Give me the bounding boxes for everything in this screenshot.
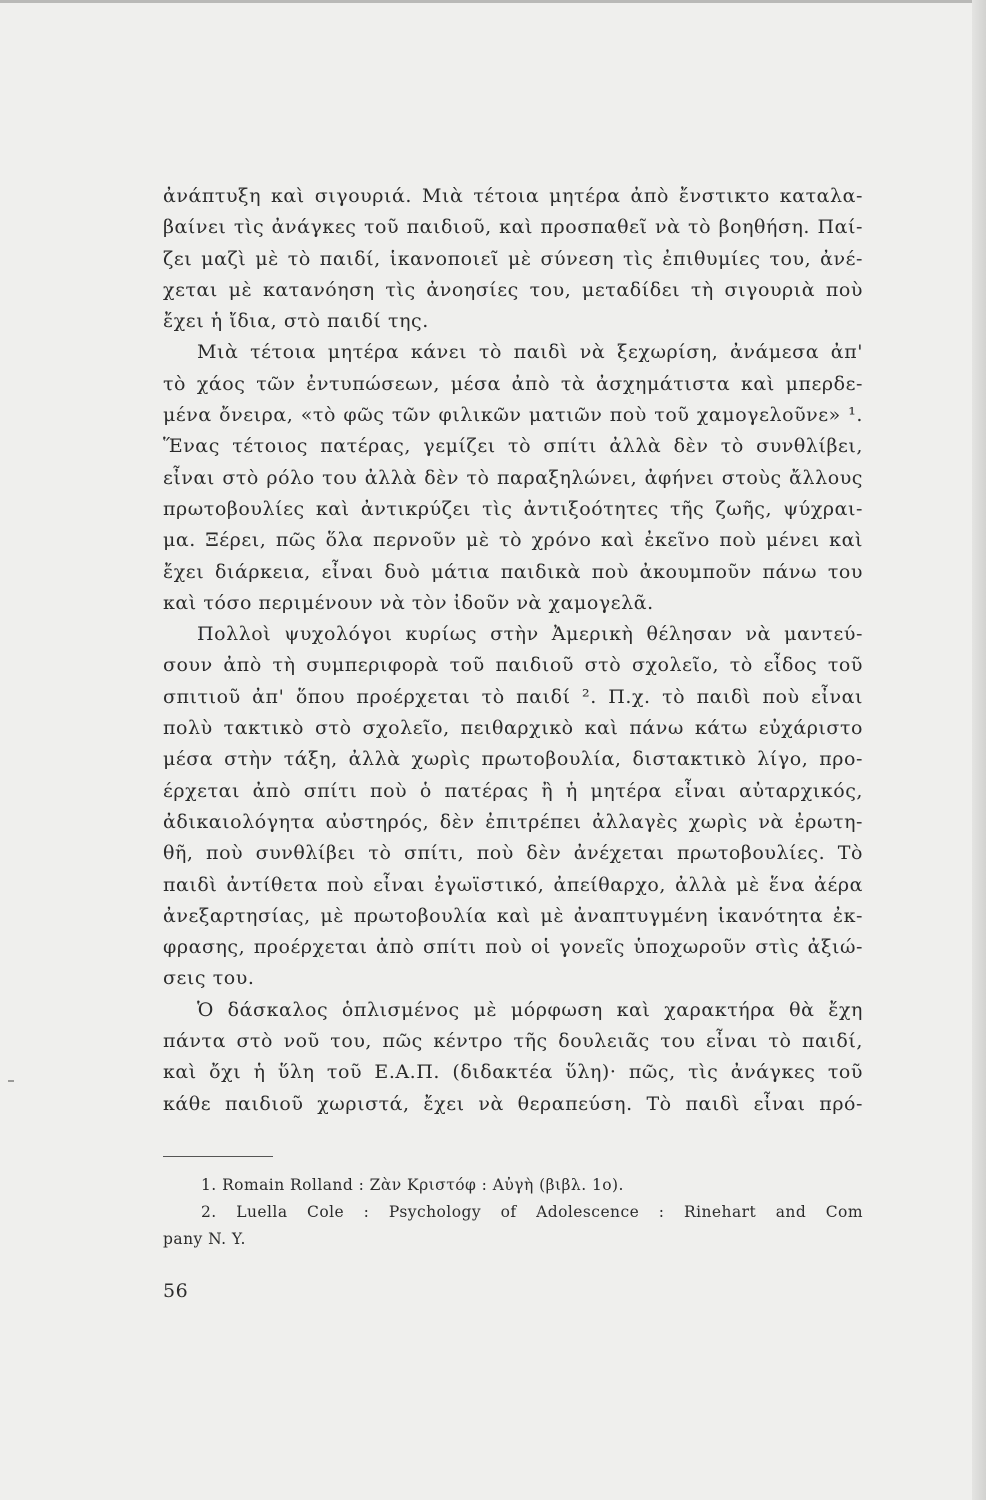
text-line: φρασης, προέρχεται ἀπὸ σπίτι ποὺ οἱ γονεῖς ὑποχωροῦν στὶς ἀξιώ- (163, 936, 863, 959)
text-line: μένα ὄνειρα, «τὸ φῶς τῶν φιλικῶν ματιῶν ποὺ τοῦ χαμογελοῦνε» ¹. (163, 404, 863, 427)
text-line: Ὁ δάσκαλος ὁπλισμένος μὲ μόρφωση καὶ χαρακτήρα θὰ ἔχη (197, 998, 863, 1021)
scan-edge-top (0, 0, 986, 3)
text-line: ἀνεξαρτησίας, μὲ πρωτοβουλία καὶ μὲ ἀναπτυγμένη ἱκανότητα ἐκ- (163, 904, 863, 927)
text-line: σπιτιοῦ ἀπ' ὅπου προέρχεται τὸ παιδί ². Π.χ. τὸ παιδὶ ποὺ εἶναι (163, 685, 863, 708)
text-line: μέσα στὴν τάξη, ἀλλὰ χωρὶς πρωτοβουλία, διστακτικὸ λίγο, προ- (163, 748, 863, 771)
text-line: Πολλοὶ ψυχολόγοι κυρίως στὴν Ἀμερικὴ θέλησαν νὰ μαντεύ- (197, 623, 863, 646)
scan-edge-right (972, 0, 986, 1500)
text-line: ἀδικαιολόγητα αὐστηρός, δὲν ἐπιτρέπει ἀλλαγὲς χωρὶς νὰ ἐρωτη- (163, 810, 863, 833)
text-line: έρχεται ἀπὸ σπίτι ποὺ ὁ πατέρας ἢ ἡ μητέρα εἶναι αὐταρχικός, (163, 779, 863, 802)
text-line: Ἕνας τέτοιος πατέρας, γεμίζει τὸ σπίτι ἀλλὰ δὲν τὸ συνθλίβει, (163, 435, 863, 458)
footnote-2-continued: pany N. Y. (163, 1230, 246, 1248)
text-line: βαίνει τὶς ἀνάγκες τοῦ παιδιοῦ, καὶ προσπαθεῖ νὰ τὸ βοηθήση. Παί- (163, 216, 863, 239)
text-line: ἔχει διάρκεια, εἶναι δυὸ μάτια παιδικὰ ποὺ ἀκουμποῦν πάνω του (163, 560, 863, 583)
margin-mark (8, 1080, 14, 1082)
text-line: ἀνάπτυξη καὶ σιγουριά. Μιὰ τέτοια μητέρα ἀπὸ ἔνστικτο καταλα- (163, 185, 863, 207)
footnotes (163, 1172, 863, 1253)
footnote-1: 1. Romain Rolland : Ζὰν Κριστόφ : Αὐγὴ (βιβλ. 1ο). (201, 1176, 624, 1194)
body-text (163, 181, 863, 1120)
text-line: ζει μαζὶ μὲ τὸ παιδί, ἱκανοποιεῖ μὲ σύνεση τὶς ἐπιθυμίες του, ἀνέ- (163, 247, 863, 270)
text-line: τὸ χάος τῶν ἐντυπώσεων, μέσα ἀπὸ τὰ ἀσχημάτιστα καὶ μπερδε- (163, 372, 863, 395)
text-line: πολὺ τακτικὸ στὸ σχολεῖο, πειθαρχικὸ καὶ πάνω κάτω εὐχάριστο (163, 717, 863, 740)
text-line: μα. Ξέρει, πῶς ὅλα περνοῦν μὲ τὸ χρόνο καὶ ἐκεῖνο ποὺ μένει καὶ (163, 529, 863, 552)
text-line: χεται μὲ κατανόηση τὶς ἀνοησίες του, μεταδίδει τὴ σιγουριὰ ποὺ (163, 278, 863, 301)
text-line: σουν ἀπὸ τὴ συμπεριφορὰ τοῦ παιδιοῦ στὸ σχολεῖο, τὸ εἶδος τοῦ (163, 654, 863, 677)
text-line: Μιὰ τέτοια μητέρα κάνει τὸ παιδὶ νὰ ξεχωρίση, ἀνάμεσα ἀπ' (197, 341, 863, 364)
text-line: θῆ, ποὺ συνθλίβει τὸ σπίτι, ποὺ δὲν ἀνέχεται πρωτοβουλίες. Τὸ (163, 842, 863, 865)
text-line: εἶναι στὸ ρόλο του ἀλλὰ δὲν τὸ παραξηλώνει, ἀφήνει στοὺς ἄλλους (163, 466, 863, 489)
text-line: σεις του. (163, 967, 255, 990)
text-line: παιδὶ ἀντίθετα ποὺ εἶναι ἐγωϊστικό, ἀπείθαρχο, ἀλλὰ μὲ ἕνα ἀέρα (163, 873, 863, 896)
text-line: καὶ τόσο περιμένουν νὰ τὸν ἰδοῦν νὰ χαμογελᾶ. (163, 591, 654, 614)
text-line: κάθε παιδιοῦ χωριστά, ἔχει νὰ θεραπεύση. Τὸ παιδὶ εἶναι πρό- (163, 1092, 863, 1115)
text-line: καὶ ὄχι ἡ ὕλη τοῦ Ε.Α.Π. (διδακτέα ὕλη)· πῶς, τὶς ἀνάγκες τοῦ (163, 1061, 863, 1084)
text-line: πάντα στὸ νοῦ του, πῶς κέντρο τῆς δουλειᾶς του εἶναι τὸ παιδί, (163, 1030, 863, 1053)
text-line: ἔχει ἡ ἴδια, στὸ παιδί της. (163, 310, 429, 333)
text-line: πρωτοβουλίες καὶ ἀντικρύζει τὶς ἀντιξοότητες τῆς ζωῆς, ψύχραι- (163, 497, 863, 520)
page-number: 56 (163, 1280, 189, 1302)
footnote-2: 2. Luella Cole : Psychology of Adolescence : Rinehart and Com (201, 1203, 863, 1221)
footnote-divider (163, 1156, 273, 1157)
